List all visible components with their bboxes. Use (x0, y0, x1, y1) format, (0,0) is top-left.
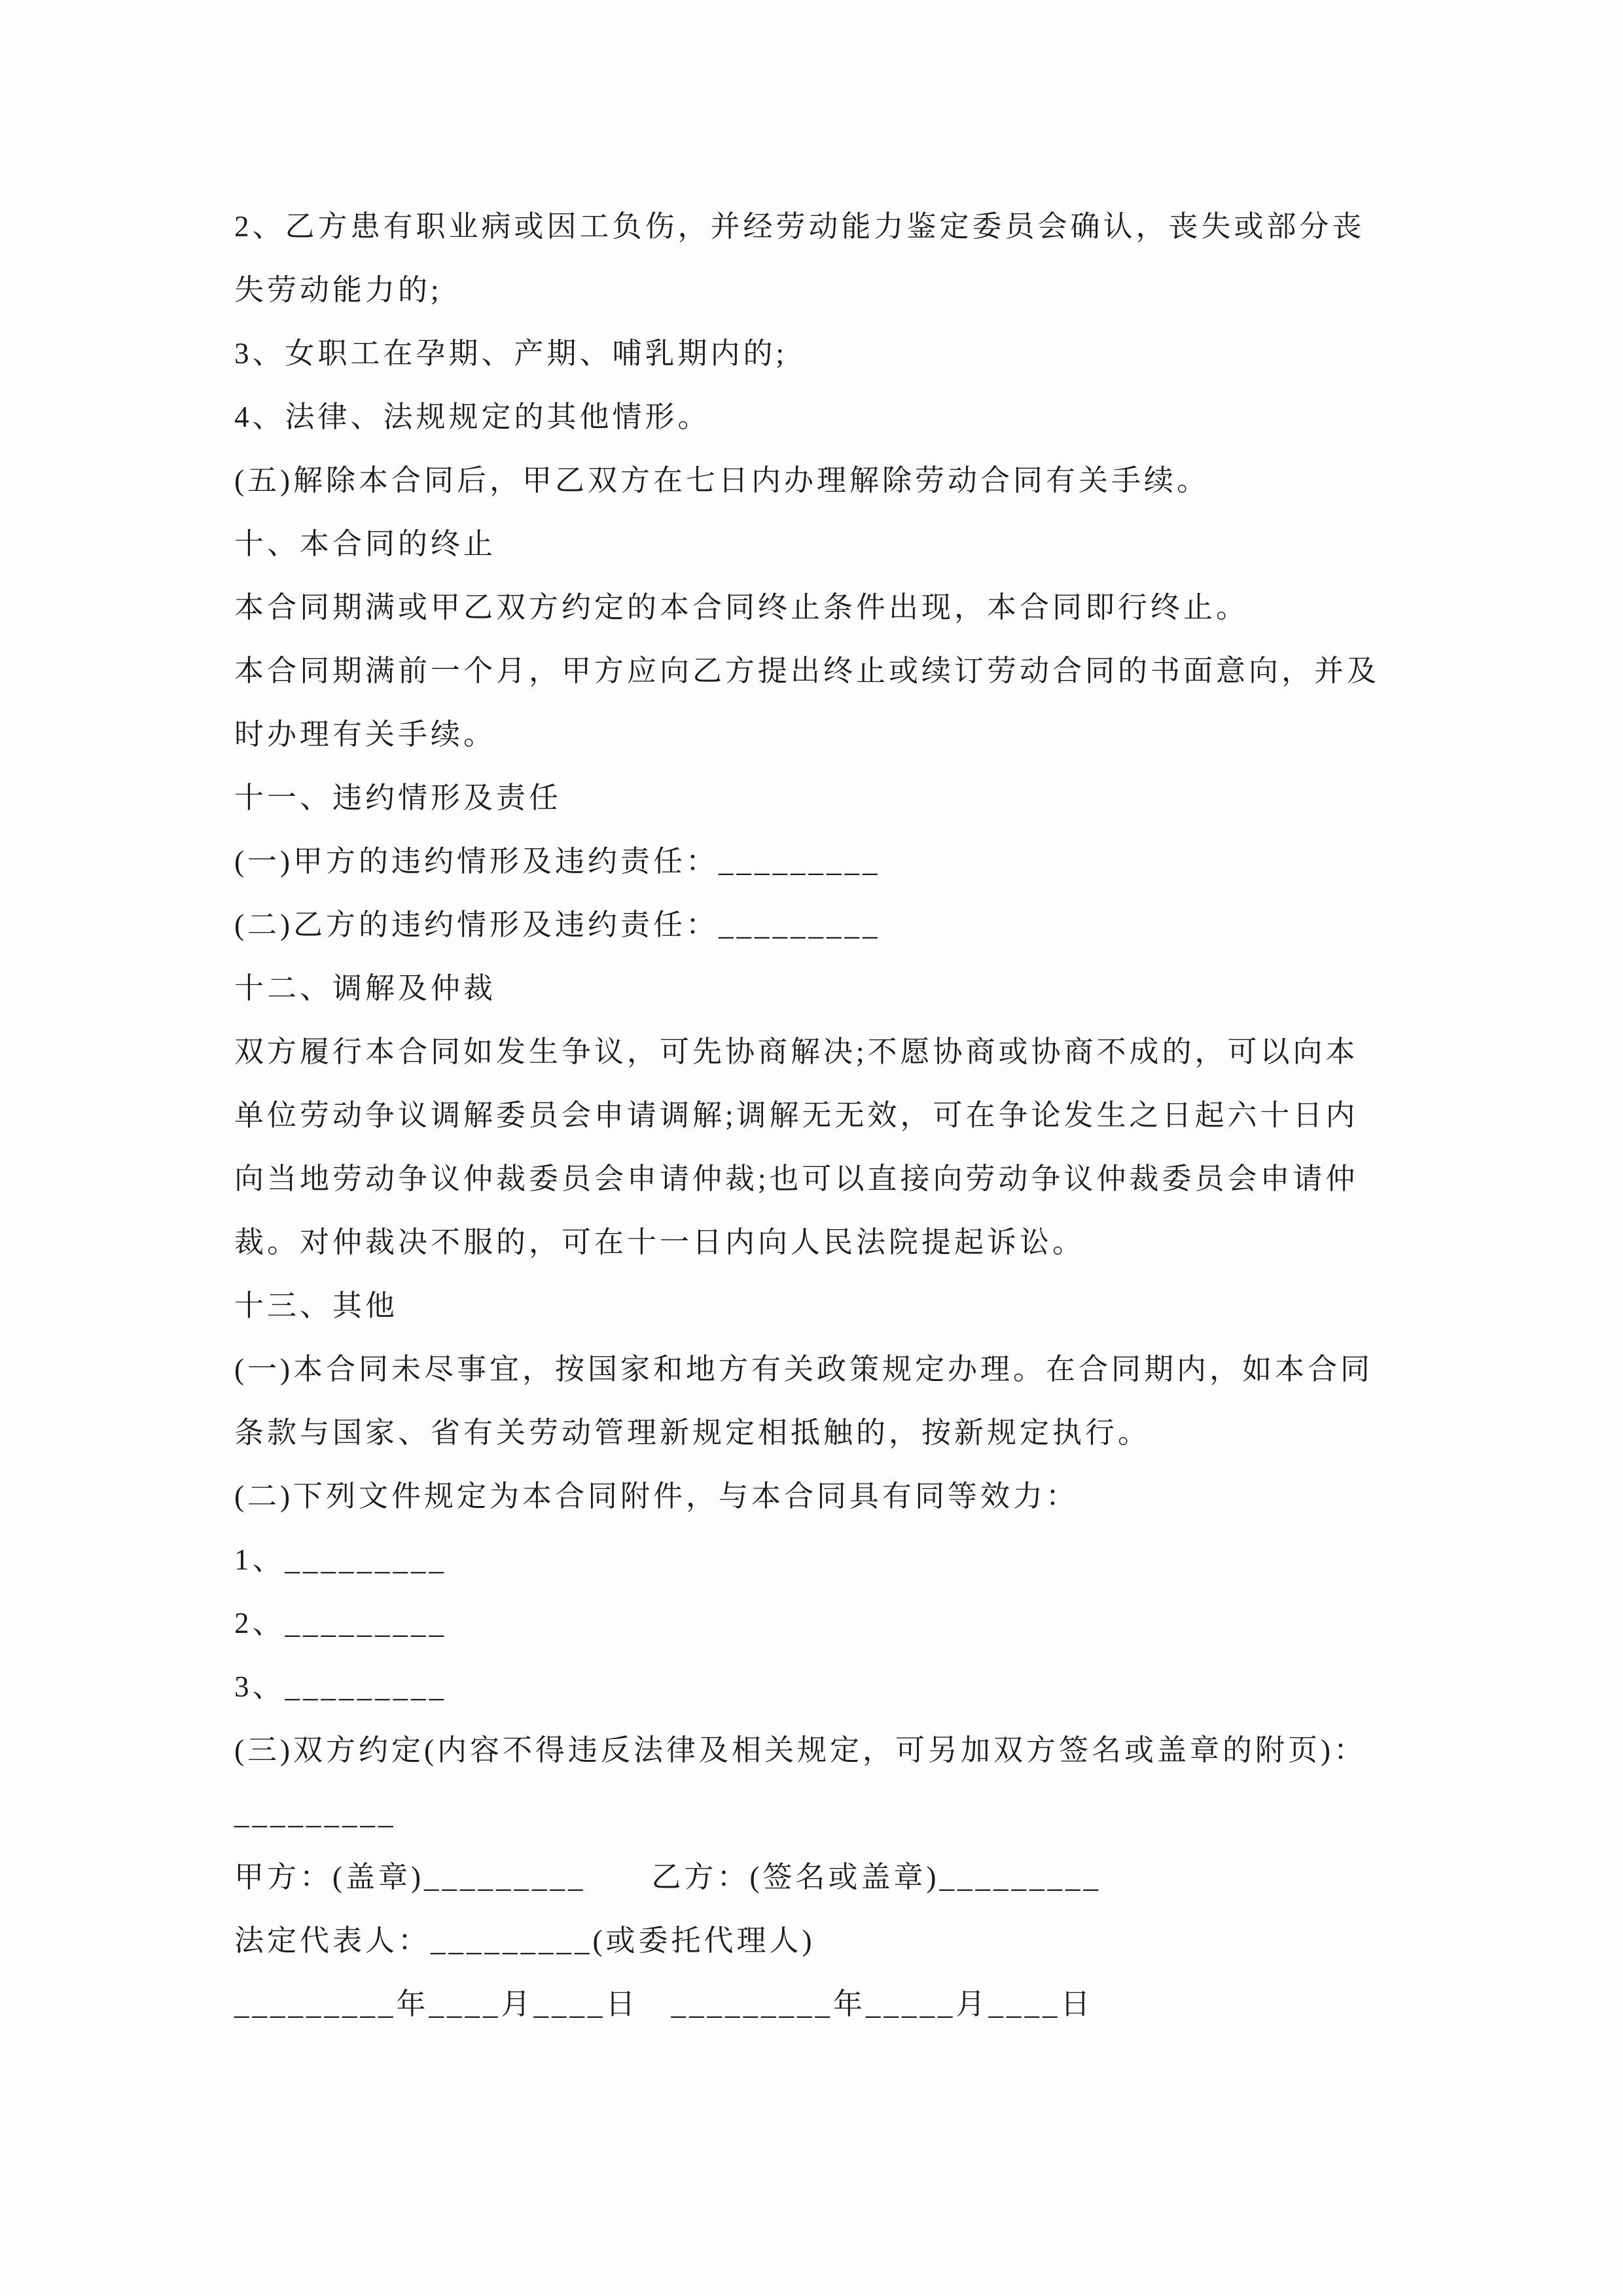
contract-line: 条款与国家、省有关劳动管理新规定相抵触的，按新规定执行。 (234, 1416, 1151, 1449)
contract-line: 2、_________ (234, 1607, 448, 1640)
contract-line: 时办理有关手续。 (234, 718, 497, 751)
contract-line: 4、法律、法规规定的其他情形。 (234, 401, 711, 433)
contract-line: 十、本合同的终止 (234, 528, 497, 560)
contract-line: (一)甲方的违约情形及违约责任：_________ (234, 845, 881, 878)
contract-line: 失劳动能力的; (234, 274, 442, 306)
contract-line: _________ (234, 1797, 397, 1830)
contract-line: 双方履行本合同如发生争议，可先协商解决;不愿协商或协商不成的，可以向本 (234, 1035, 1359, 1068)
contract-line: 本合同期满前一个月，甲方应向乙方提出终止或续订劳动合同的书面意向，并及 (234, 655, 1380, 687)
contract-line: 单位劳动争议调解委员会申请调解;调解无无效，可在争论发生之日起六十日内 (234, 1099, 1359, 1132)
contract-line: 3、女职工在孕期、产期、哺乳期内的; (234, 337, 788, 370)
contract-line: (二)乙方的违约情形及违约责任：_________ (234, 908, 881, 941)
contract-line: 本合同期满或甲乙双方约定的本合同终止条件出现，本合同即行终止。 (234, 591, 1249, 624)
contract-line: (三)双方约定(内容不得违反法律及相关规定，可另加双方签名或盖章的附页)： (234, 1734, 1366, 1767)
contract-line: 法定代表人：_________(或委托代理人) (234, 1924, 815, 1957)
contract-line: (一)本合同未尽事宜，按国家和地方有关政策规定办理。在合同期内，如本合同 (234, 1353, 1373, 1386)
contract-line: 裁。对仲裁决不服的，可在十一日内向人民法院提起诉讼。 (234, 1226, 1086, 1259)
contract-line: 十一、违约情形及责任 (234, 781, 562, 814)
contract-line: 甲方：(盖章)_________ 乙方：(签名或盖章)_________ (234, 1861, 1101, 1893)
contract-body (234, 195, 1396, 2036)
contract-line: 3、_________ (234, 1670, 448, 1703)
contract-line: 十二、调解及仲裁 (234, 972, 497, 1005)
contract-line: 十三、其他 (234, 1289, 399, 1322)
contract-line: 向当地劳动争议仲裁委员会申请仲裁;也可以直接向劳动争议仲裁委员会申请仲 (234, 1162, 1359, 1195)
contract-line: 1、_________ (234, 1543, 448, 1576)
contract-line: (五)解除本合同后，甲乙双方在七日内办理解除劳动合同有关手续。 (234, 464, 1209, 497)
contract-line: _________年____月____日 _________年_____月____日 (234, 1988, 1094, 2020)
contract-line: 2、乙方患有职业病或因工负伤，并经劳动能力鉴定委员会确认，丧失或部分丧 (234, 210, 1365, 243)
contract-line: (二)下列文件规定为本合同附件，与本合同具有同等效力： (234, 1480, 1079, 1513)
